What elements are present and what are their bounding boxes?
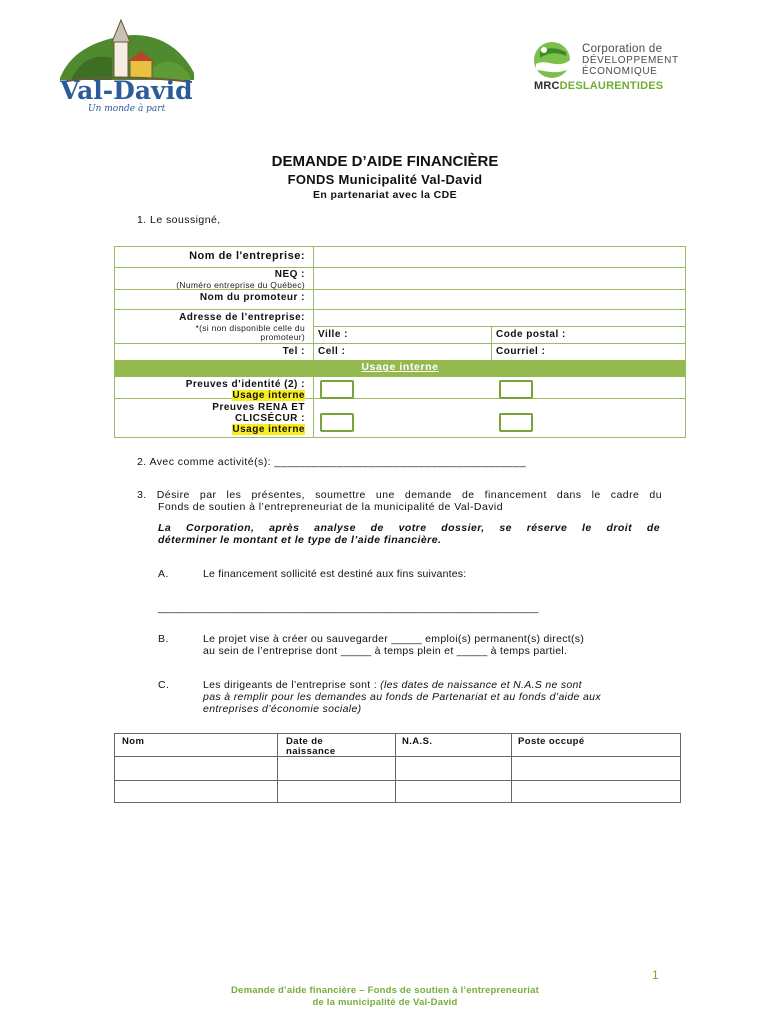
section-2-text: 2. Avec comme activité(s): ________________________________________ bbox=[137, 456, 526, 468]
rena-checkbox-2[interactable] bbox=[499, 413, 533, 432]
internal-use-label-1: Usage interne bbox=[232, 390, 305, 401]
cde-globe-icon bbox=[532, 40, 576, 80]
cell-label: Cell : bbox=[318, 346, 346, 357]
cde-logo-text: Corporation de DÉVELOPPEMENT ÉCONOMIQUE bbox=[582, 43, 679, 77]
neq-note: (Numéro entreprise du Québec) bbox=[176, 280, 305, 290]
city-label: Ville : bbox=[318, 329, 348, 340]
section-3-notice-1: La Corporation, après analyse de votre dossier, se réserve le droit de bbox=[158, 522, 660, 534]
section-3-line-2: Fonds de soutien à l’entrepreneuriat de la municipalité de Val-David bbox=[158, 501, 504, 513]
tel-label: Tel : bbox=[282, 346, 305, 357]
partnership-line: En partenariat avec la CDE bbox=[312, 189, 458, 201]
company-name-label: Nom de l'entreprise: bbox=[189, 250, 305, 262]
item-b-label: B. bbox=[158, 633, 169, 645]
val-david-tagline: Un monde à part bbox=[88, 104, 166, 114]
section-3-notice-2: déterminer le montant et le type de l’aide financière. bbox=[158, 534, 442, 546]
directors-table bbox=[114, 733, 681, 803]
item-c-label: C. bbox=[158, 679, 170, 691]
item-b-text-2: au sein de l’entreprise dont _____ à temps plein et _____ à temps partiel. bbox=[203, 645, 568, 657]
item-a-label: A. bbox=[158, 568, 169, 580]
section-1-text: 1. Le soussigné, bbox=[137, 214, 221, 226]
rena-label-2: CLICSÉCUR : bbox=[235, 413, 305, 424]
item-b-text-1: Le projet vise à créer ou sauvegarder _____ emploi(s) permanent(s) direct(s) bbox=[203, 633, 585, 645]
document-subtitle: FONDS Municipalité Val-David bbox=[287, 172, 483, 187]
col-header-position: Poste occupé bbox=[518, 736, 585, 747]
val-david-wordmark: Val-David bbox=[60, 76, 193, 105]
address-note-2: promoteur) bbox=[260, 332, 305, 342]
rena-checkbox-1[interactable] bbox=[320, 413, 354, 432]
item-c-text-1: Les dirigeants de l’entreprise sont : (les dates de naissance et N.A.S ne sont bbox=[203, 679, 582, 691]
col-header-birthdate-2: naissance bbox=[286, 746, 336, 757]
col-header-name: Nom bbox=[122, 736, 145, 747]
page-number: 1 bbox=[652, 968, 659, 982]
footer-line-2: de la municipalité de Val-David bbox=[312, 997, 458, 1008]
val-david-logo bbox=[52, 18, 204, 120]
item-a-text: Le financement sollicité est destiné aux fins suivantes: bbox=[203, 568, 467, 580]
col-header-birthdate-1: Date de bbox=[286, 736, 324, 747]
col-header-sin: N.A.S. bbox=[402, 736, 433, 747]
item-c-text-2: pas à remplir pour les demandes au fonds de Partenariat et au fonds d’aide aux bbox=[203, 691, 601, 703]
mrc-logo-text: MRCDESLAURENTIDES bbox=[534, 80, 664, 92]
rena-label-1: Preuves RENA ET bbox=[212, 402, 305, 413]
company-info-form bbox=[114, 246, 686, 438]
neq-label: NEQ : bbox=[274, 269, 305, 280]
footer-line-1: Demande d’aide financière – Fonds de soutien à l’entrepreneuriat bbox=[231, 985, 539, 996]
item-a-answer-line: _______________________________________________________________ bbox=[158, 602, 539, 614]
address-note-1: *(si non disponible celle du bbox=[195, 323, 305, 333]
id-proofs-label: Preuves d’identité (2) : bbox=[185, 379, 305, 390]
document-title: DEMANDE D’AIDE FINANCIÈRE bbox=[271, 153, 499, 170]
postal-code-label: Code postal : bbox=[496, 329, 566, 340]
email-label: Courriel : bbox=[496, 346, 546, 357]
internal-use-header: Usage interne bbox=[361, 361, 439, 373]
section-3-line-1: 3. Désire par les présentes, soumettre une demande de financement dans le cadre du bbox=[137, 489, 662, 501]
item-c-text-3: entreprises d’économie sociale) bbox=[203, 703, 362, 715]
internal-use-label-2: Usage interne bbox=[232, 424, 305, 435]
id-proof-checkbox-2[interactable] bbox=[499, 380, 533, 399]
address-label: Adresse de l’entreprise: bbox=[179, 312, 305, 323]
cde-logo bbox=[532, 40, 692, 96]
id-proof-checkbox-1[interactable] bbox=[320, 380, 354, 399]
promoter-label: Nom du promoteur : bbox=[199, 292, 305, 303]
